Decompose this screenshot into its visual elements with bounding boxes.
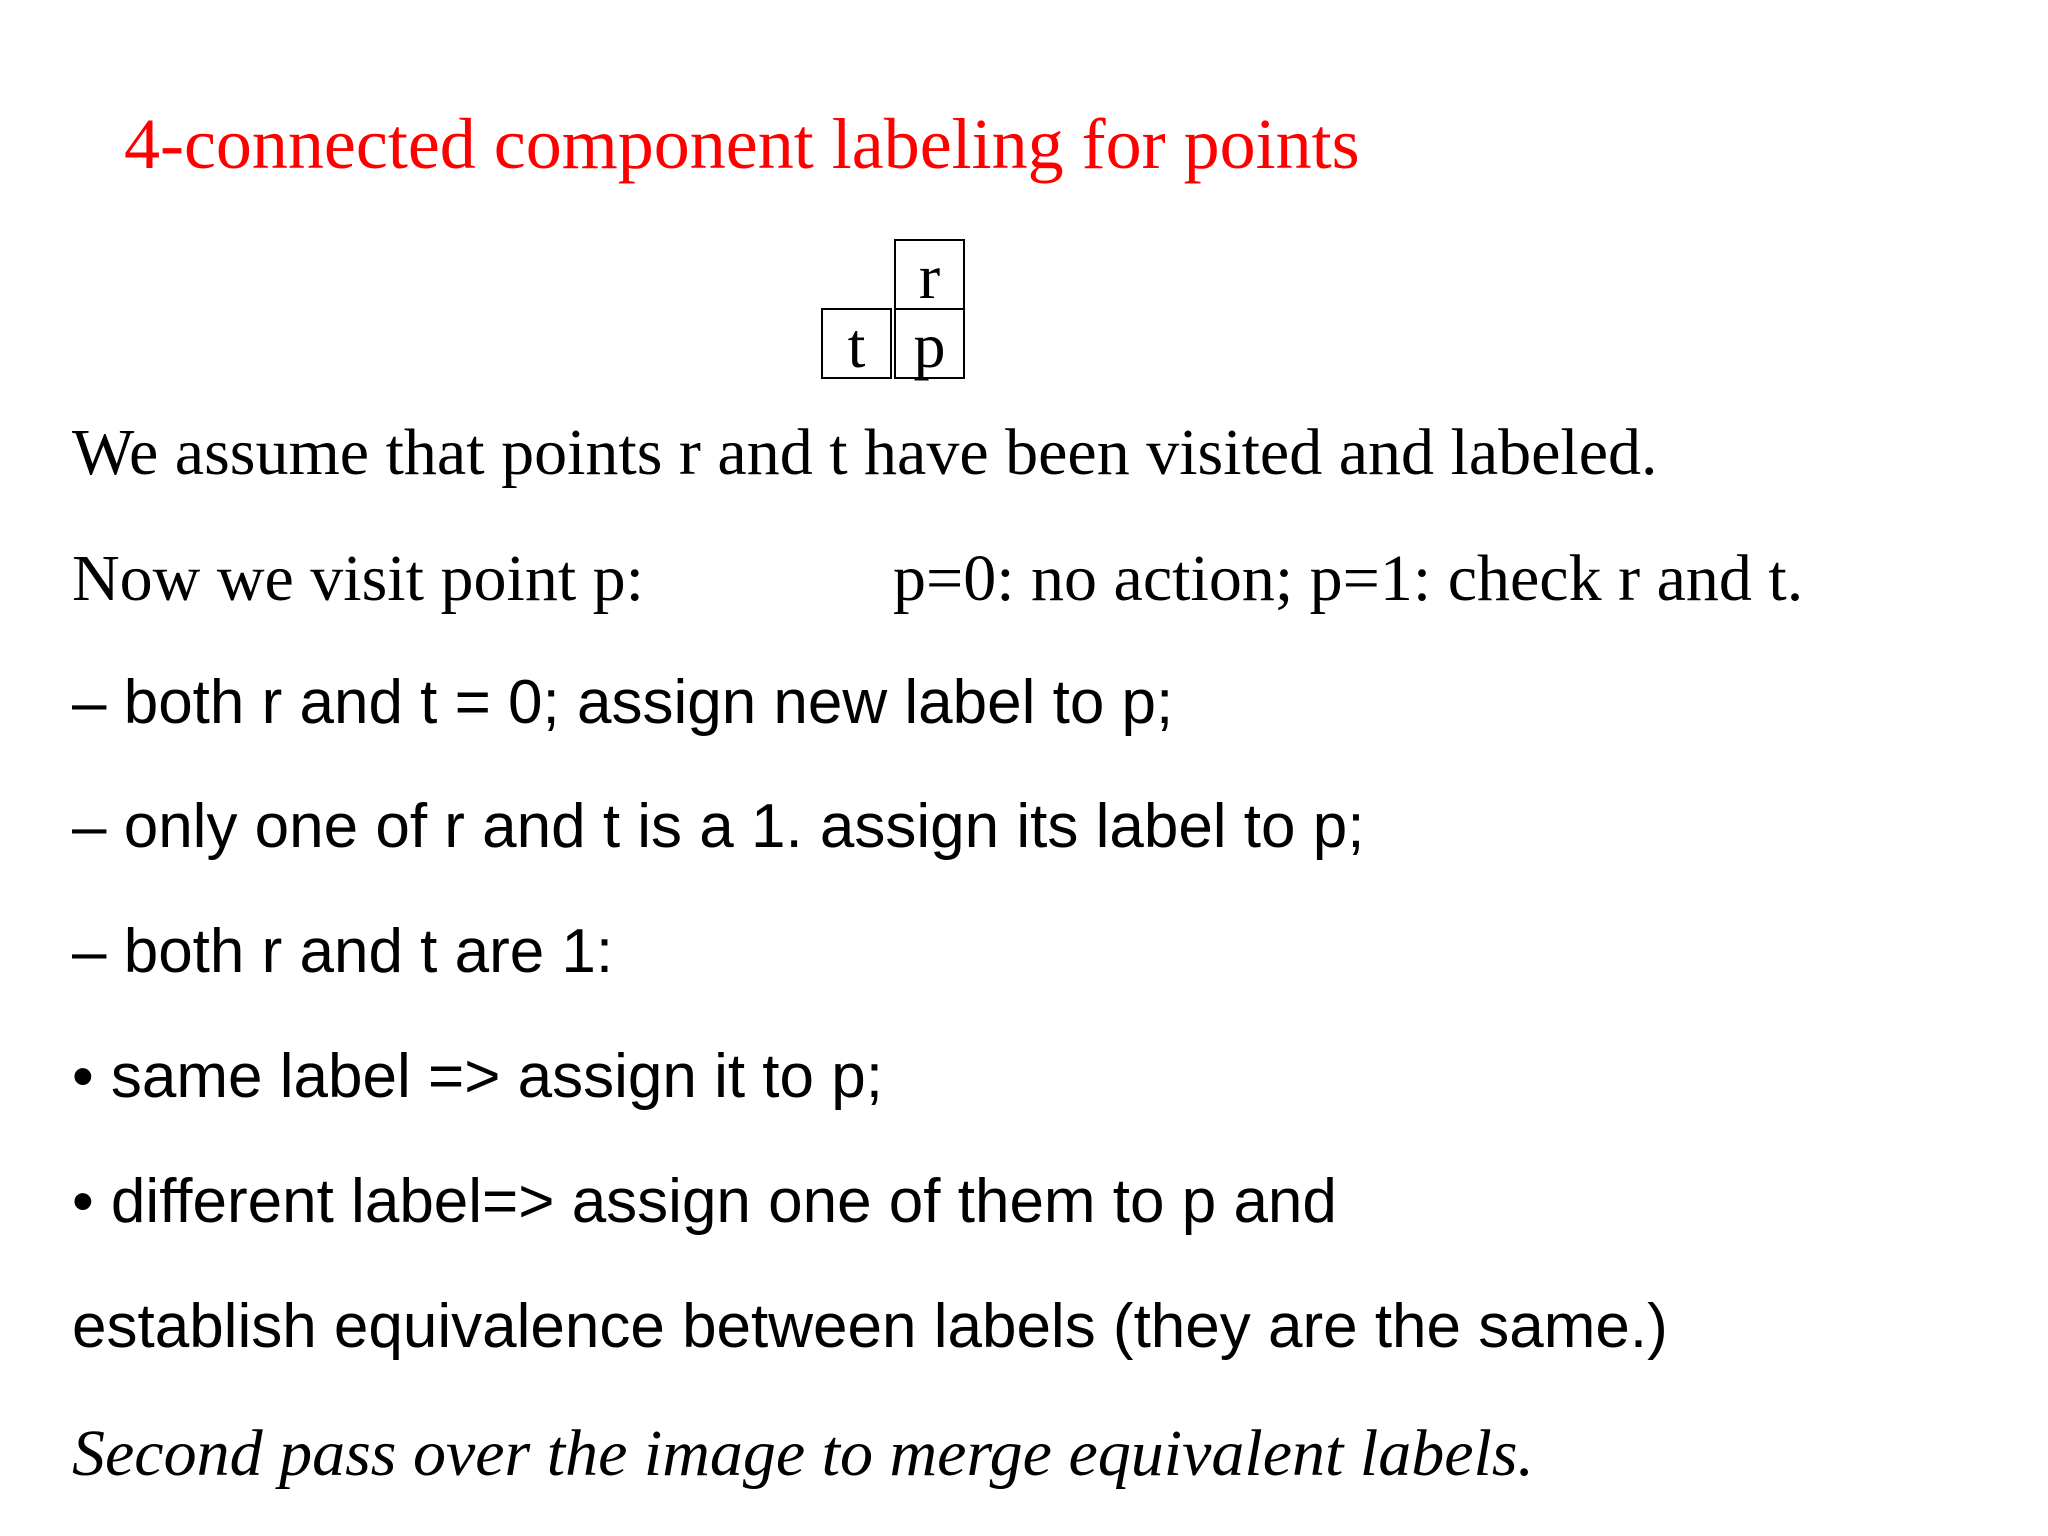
visit-rule-text: p=0: no action; p=1: check r and t. — [893, 542, 1804, 615]
case-both-zero: – both r and t = 0; assign new label to p; — [72, 668, 1174, 737]
second-pass-text: Second pass over the image to merge equivalent labels. — [72, 1417, 1535, 1490]
visit-intro-text: Now we visit point p: — [72, 542, 644, 615]
assumption-text: We assume that points r and t have been visited and labeled. — [72, 416, 1658, 489]
cell-r — [894, 239, 965, 310]
case-both-one: – both r and t are 1: — [72, 917, 614, 986]
cell-p — [894, 308, 965, 379]
sub-case-different-label: • different label=> assign one of them to p and — [72, 1167, 1337, 1236]
sub-case-different-label-continued: establish equivalence between labels (they are the same.) — [72, 1292, 1668, 1361]
cell-t — [821, 308, 892, 379]
cell-t-label: t — [847, 310, 866, 381]
slide-title: 4-connected component labeling for points — [124, 104, 1360, 184]
cell-r-label: r — [918, 241, 941, 312]
cell-p-label: p — [913, 310, 946, 381]
case-one: – only one of r and t is a 1. assign its label to p; — [72, 792, 1365, 861]
sub-case-same-label: • same label => assign it to p; — [72, 1042, 883, 1111]
neighborhood-diagram — [821, 239, 967, 381]
